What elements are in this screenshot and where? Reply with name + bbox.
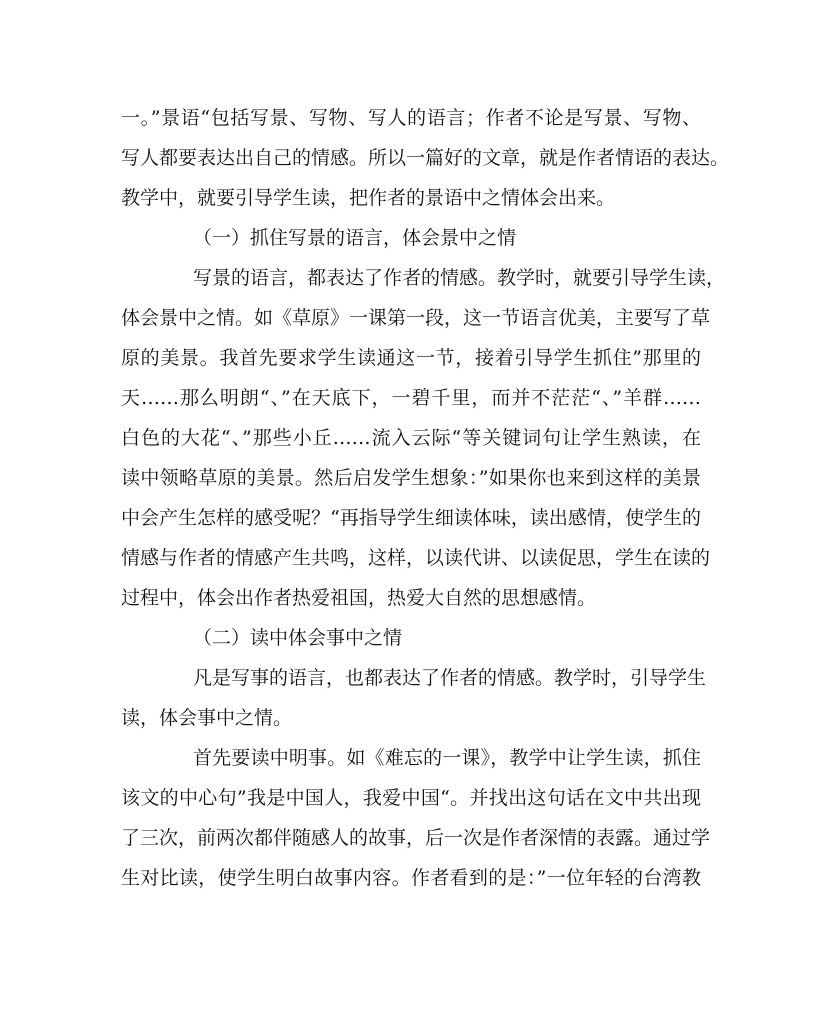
section-heading-1 [121, 218, 701, 258]
text-line: 教学中，就要引导学生读，把作者的景语中之情体会出来。 [121, 187, 616, 209]
text-line: 一。”景语“包括写景、写物、写人的语言；作者不论是写景、写物、 [121, 107, 701, 129]
section-heading-2 [121, 618, 701, 658]
paragraph-event [121, 658, 707, 738]
paragraph-example [121, 738, 711, 898]
text-line: 读，体会事中之情。 [121, 707, 293, 729]
text-line: 了三次，前两次都伴随感人的故事，后一次是作者深情的表露。通过学 [121, 827, 711, 849]
text-line: 白色的大花“、”那些小丘……流入云际“等关键词句让学生熟读，在 [121, 427, 701, 449]
paragraph-scene [121, 258, 726, 618]
text-line: 该文的中心句”我是中国人，我爱中国“。并找出这句话在文中共出现 [121, 787, 701, 809]
text-line: 写景的语言，都表达了作者的情感。教学时，就要引导学生读， [193, 267, 726, 289]
heading-text: （一）抓住写景的语言，体会景中之情 [193, 227, 517, 249]
text-line: 生对比读，使学生明白故事内容。作者看到的是：”一位年轻的台湾教 [121, 867, 701, 889]
text-line: 原的美景。我首先要求学生读通这一节，接着引导学生抓住”那里的 [121, 347, 701, 369]
text-line: 首先要读中明事。如《难忘的一课》，教学中让学生读，抓住 [193, 747, 701, 769]
text-line: 体会景中之情。如《草原》一课第一段，这一节语言优美，主要写了草 [121, 307, 711, 329]
text-line: 中会产生怎样的感受呢？“再指导学生细读体味，读出感情，使学生的 [121, 507, 701, 529]
document-body [121, 98, 730, 898]
text-line: 过程中，体会出作者热爱祖国，热爱大自然的思想感情。 [121, 587, 597, 609]
text-line: 天……那么明朗“、”在天底下，一碧千里，而并不茫茫“、”羊群…… [121, 387, 701, 409]
text-line: 写人都要表达出自己的情感。所以一篇好的文章，就是作者情语的表达。 [121, 147, 730, 169]
text-line: 读中领略草原的美景。然后启发学生想象：”如果你也来到这样的美景 [121, 467, 701, 489]
text-line: 情感与作者的情感产生共鸣，这样，以读代讲、以读促思，学生在读的 [121, 547, 711, 569]
text-line: 凡是写事的语言，也都表达了作者的情感。教学时，引导学生 [193, 667, 707, 689]
paragraph-intro [121, 98, 730, 218]
heading-text: （二）读中体会事中之情 [193, 627, 403, 649]
